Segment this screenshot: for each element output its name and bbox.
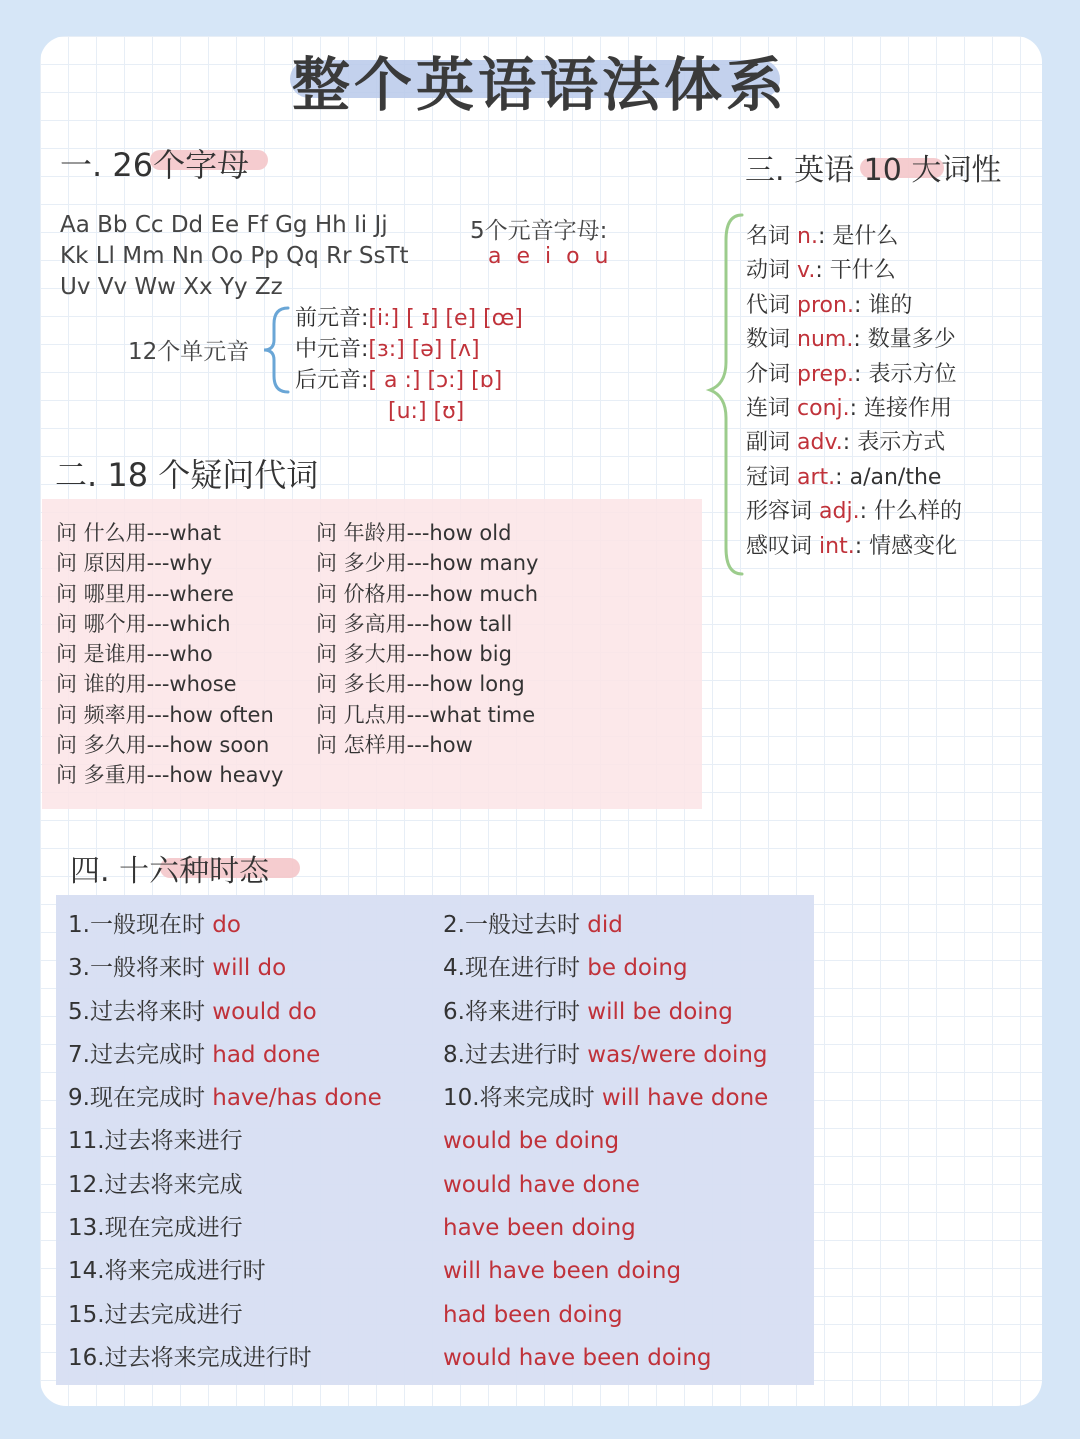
middle-vowels: [ɜ:] [ə] [ʌ]	[368, 337, 480, 362]
list-item: 形容词 adj.: 什么样的	[746, 499, 963, 525]
list-item: 问 是谁用---who	[56, 642, 213, 667]
pos-brace-icon	[704, 212, 746, 578]
page-title: 整个英语语法体系	[291, 51, 788, 119]
list-item: 问 多大用---how big	[316, 642, 512, 667]
section3-heading: 三. 英语 10 大词性	[745, 153, 1002, 188]
middle-vowel-label: 中元音:	[295, 337, 369, 362]
list-item: 问 哪里用---where	[56, 581, 234, 606]
parts-of-speech-list	[746, 220, 962, 564]
back-vowel-label: 后元音:	[295, 368, 369, 393]
question-words-right	[316, 518, 538, 760]
list-item: 问 频率用---how often	[56, 702, 274, 727]
list-item: 感叹词 int.: 情感变化	[746, 533, 958, 559]
list-item: 连词 conj.: 连接作用	[746, 396, 953, 422]
alphabet-line: Kk Ll Mm Nn Oo Pp Qq Rr SsTt	[60, 243, 409, 269]
list-item: 问 什么用---what	[56, 521, 221, 545]
list-item: 介词 prep.: 表示方位	[746, 361, 957, 387]
list-item: 冠词 art.: a/an/the	[746, 464, 942, 490]
list-item: 数词 num.: 数量多少	[746, 327, 956, 353]
vowel-letters: a e i o u	[488, 244, 613, 269]
list-item: 代词 pron.: 谁的	[746, 292, 913, 318]
vowel-letters-label: 5个元音字母:	[470, 218, 608, 244]
list-item: 问 多少用---how many	[316, 551, 539, 576]
list-item: 问 多长用---how long	[316, 672, 525, 697]
alphabet-line: Uv Vv Ww Xx Yy Zz	[60, 274, 283, 300]
section4-heading: 四. 十六种时态	[70, 854, 270, 889]
vowel-groups	[295, 303, 523, 427]
back-vowels: [ a :] [ɔ:] [ɒ]	[368, 368, 503, 393]
alphabet-block	[60, 210, 409, 303]
list-item: 动词 v.: 干什么	[746, 258, 896, 284]
front-vowel-label: 前元音:	[295, 306, 369, 331]
back-vowels-2: [u:] [ʊ]	[388, 399, 465, 424]
list-item: 问 哪个用---which	[56, 611, 231, 636]
list-item: 问 谁的用---whose	[56, 672, 237, 697]
vowel-brace-icon	[258, 304, 292, 396]
monophthong-label: 12个单元音	[128, 339, 250, 365]
list-item: 问 价格用---how much	[316, 581, 539, 606]
section2-heading: 二. 18 个疑问代词	[55, 456, 319, 494]
list-item: 问 多重用---how heavy	[56, 763, 284, 788]
list-item: 问 年龄用---how old	[316, 521, 512, 545]
list-item: 问 怎样用---how	[316, 733, 473, 758]
list-item: 问 几点用---what time	[316, 702, 536, 727]
front-vowels: [i:] [ ɪ] [e] [œ]	[368, 306, 523, 331]
section1-heading: 一. 26个字母	[60, 146, 250, 184]
list-item: 副词 adv.: 表示方式	[746, 430, 946, 456]
list-item: 问 多久用---how soon	[56, 733, 270, 758]
list-item: 问 原因用---why	[56, 551, 213, 576]
alphabet-line: Aa Bb Cc Dd Ee Ff Gg Hh Ii Jj	[60, 212, 388, 238]
list-item: 问 多高用---how tall	[316, 611, 513, 636]
list-item: 名词 n.: 是什么	[746, 224, 899, 249]
question-words-left	[56, 518, 283, 791]
